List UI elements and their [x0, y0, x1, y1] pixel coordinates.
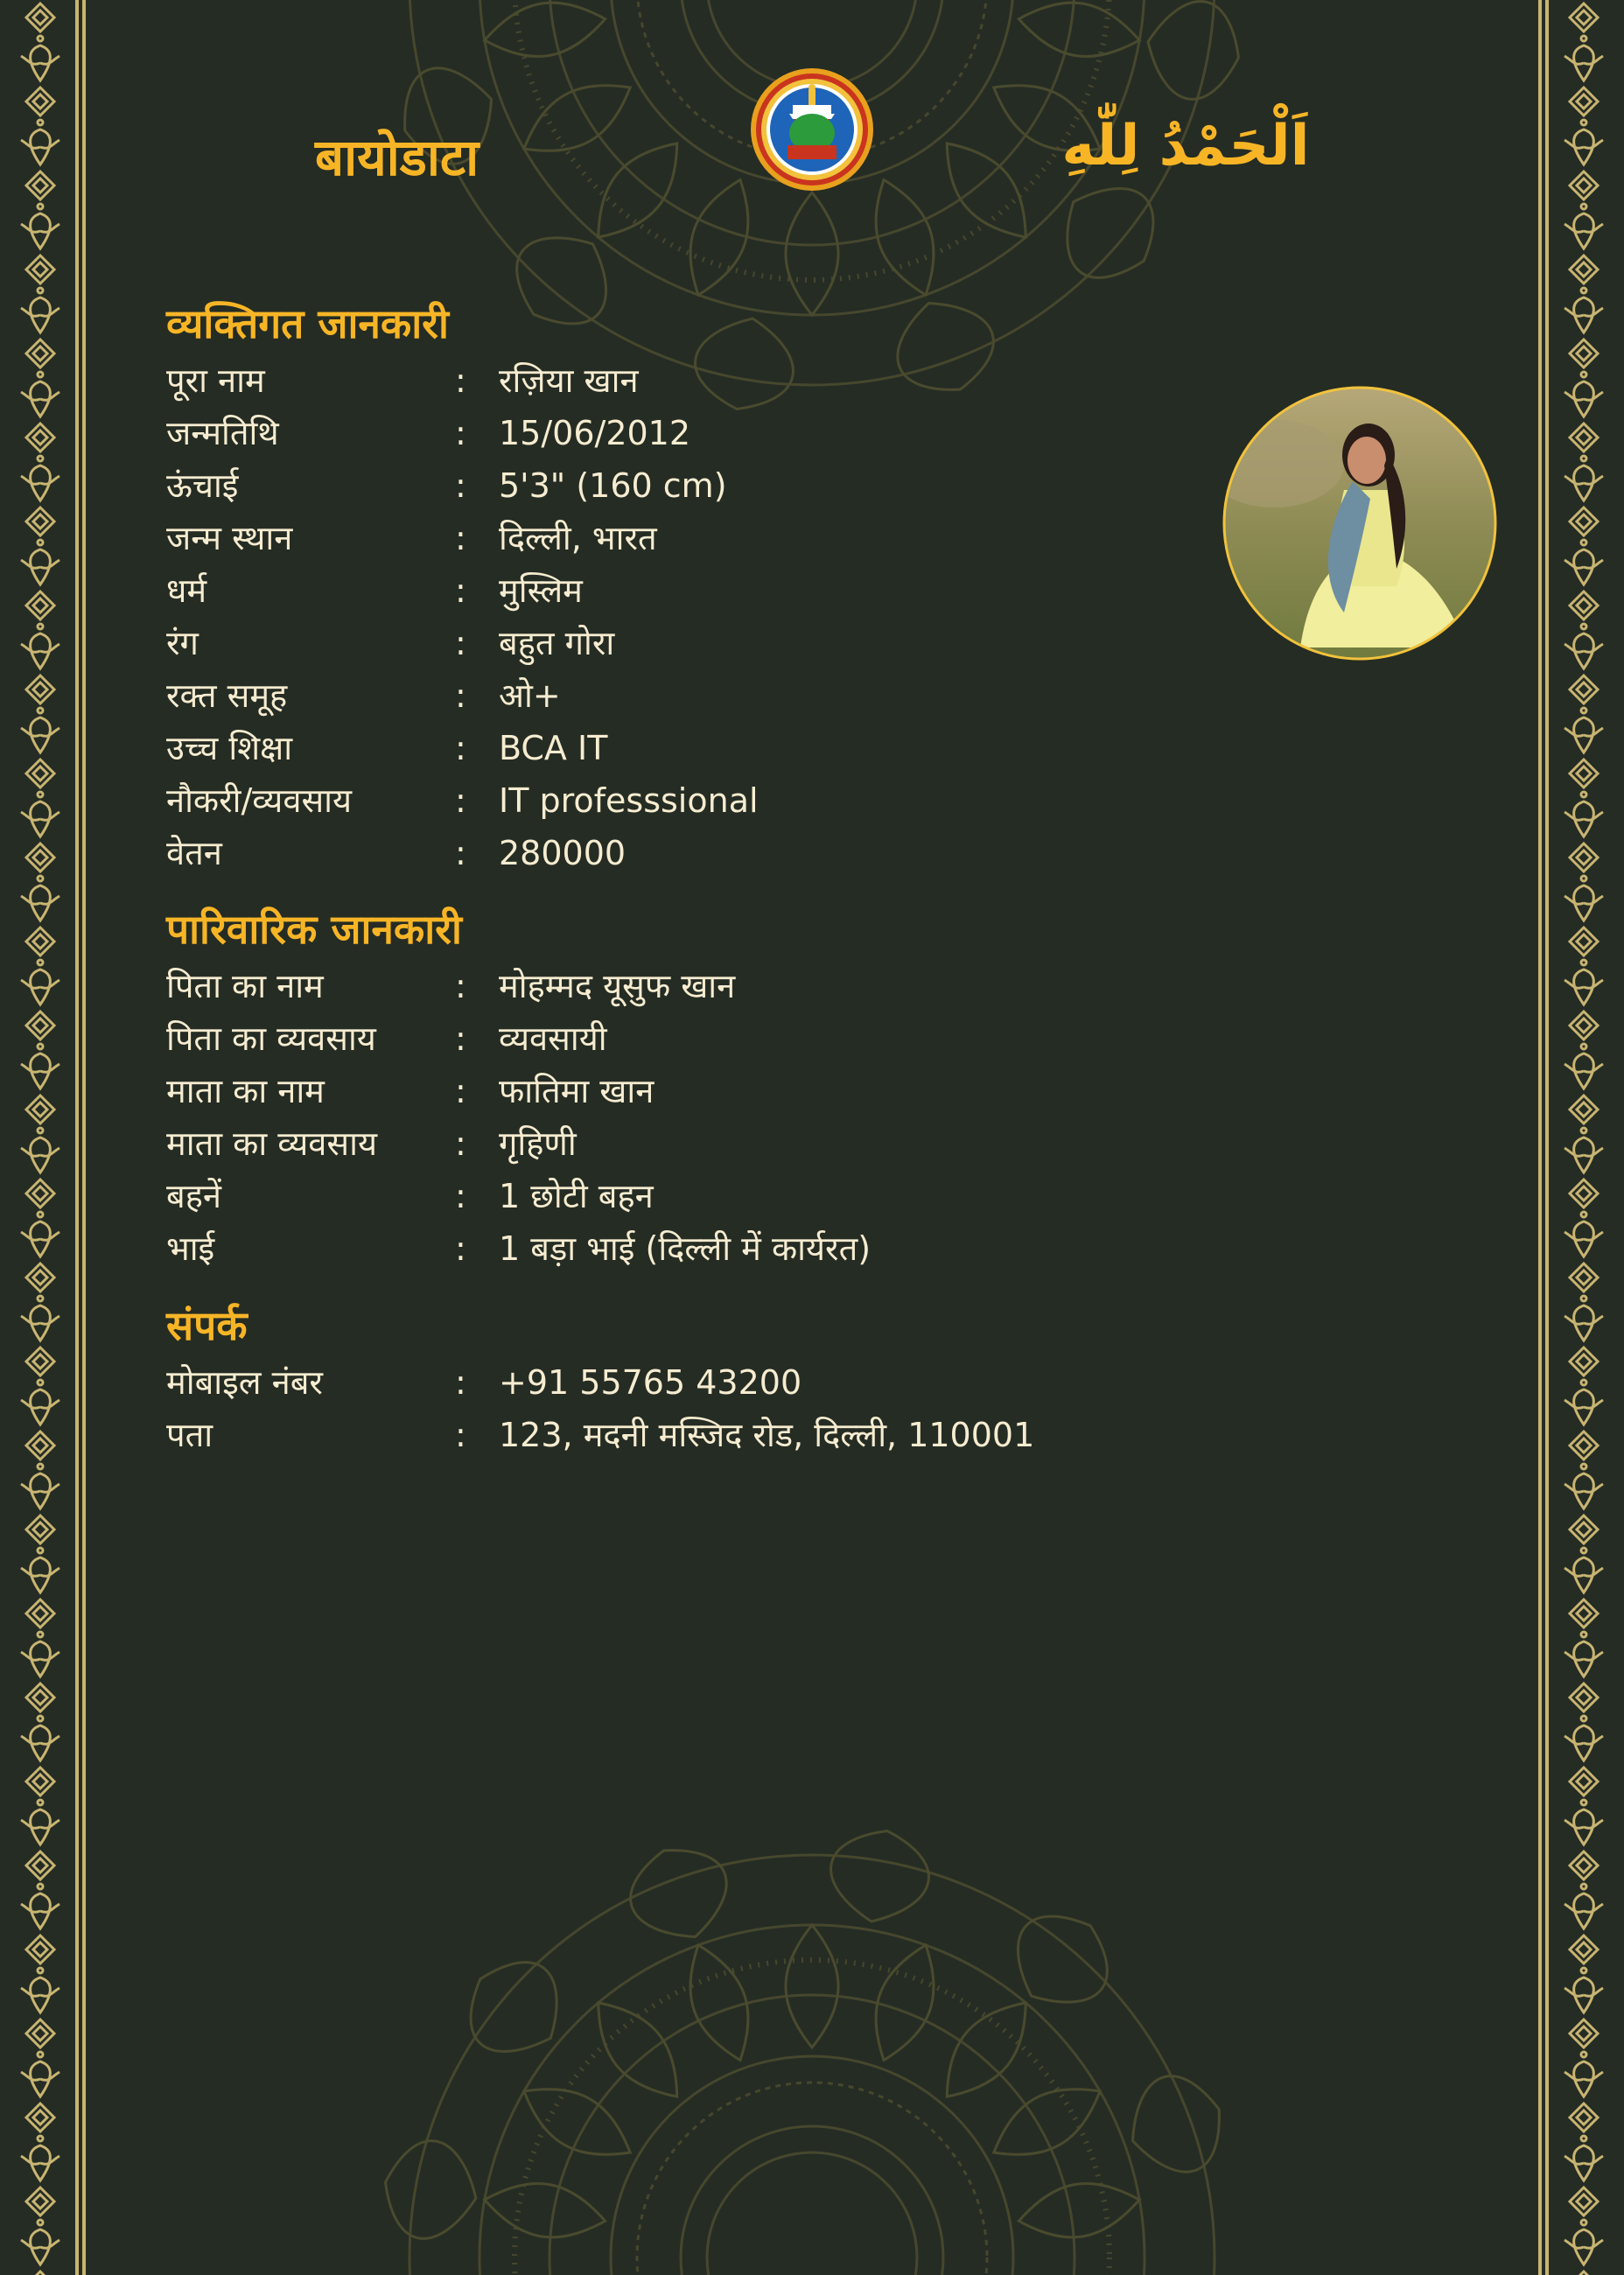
- info-row-blood-group: [166, 669, 1216, 722]
- bismillah-calligraphy: اَلْحَمْدُ لِلّٰهِ: [1061, 114, 1310, 178]
- row-separator: :: [455, 1177, 466, 1215]
- row-separator: :: [455, 676, 466, 715]
- ornamental-border-right: [1536, 0, 1624, 2275]
- row-value: 123, मदनी मस्जिद रोड, दिल्ली, 110001: [499, 1416, 1035, 1454]
- row-label: पिता का नाम: [166, 967, 324, 1005]
- family-info-section: [166, 899, 1216, 1275]
- row-label: रक्त समूह: [166, 676, 288, 715]
- row-value: 5'3" (160 cm): [499, 466, 727, 505]
- info-row-sisters: [166, 1170, 1216, 1222]
- row-label: रंग: [166, 624, 199, 662]
- row-label: उच्च शिक्षा: [166, 729, 293, 767]
- mandala-ornament-bottom: [374, 1820, 1250, 2275]
- row-label: जन्म स्थान: [166, 519, 293, 557]
- row-separator: :: [455, 967, 466, 1005]
- row-label: बहनें: [166, 1177, 221, 1215]
- info-row-education: [166, 722, 1216, 774]
- row-separator: :: [455, 1019, 466, 1058]
- row-separator: :: [455, 624, 466, 662]
- row-value: व्यवसायी: [499, 1019, 607, 1058]
- mosque-emblem-icon: [749, 66, 875, 192]
- row-label: भाई: [166, 1229, 215, 1268]
- row-label: नौकरी/व्यवसाय: [166, 781, 353, 820]
- section-title-personal: व्यक्तिगत जानकारी: [166, 300, 449, 347]
- info-row-mother-occupation: [166, 1117, 1216, 1170]
- info-row-father-name: [166, 960, 1216, 1012]
- row-value: बहुत गोरा: [499, 624, 615, 662]
- info-row-mobile: [166, 1356, 1216, 1409]
- row-value: गृहिणी: [499, 1124, 577, 1163]
- row-value: ओ+: [499, 676, 561, 715]
- row-label: पिता का व्यवसाय: [166, 1019, 376, 1058]
- row-label: माता का व्यवसाय: [166, 1124, 377, 1163]
- row-label: धर्म: [166, 571, 207, 610]
- row-separator: :: [455, 781, 466, 820]
- section-title-contact: संपर्क: [166, 1302, 248, 1349]
- info-row-salary: [166, 827, 1216, 879]
- row-separator: :: [455, 1416, 466, 1454]
- row-label: पता: [166, 1416, 214, 1454]
- row-value: रज़िया खान: [499, 361, 639, 400]
- row-value: BCA IT: [499, 729, 608, 767]
- row-label: जन्मतिथि: [166, 414, 279, 452]
- row-separator: :: [455, 834, 466, 872]
- row-separator: :: [455, 466, 466, 505]
- row-separator: :: [455, 729, 466, 767]
- row-label: ऊंचाई: [166, 466, 239, 505]
- row-separator: :: [455, 414, 466, 452]
- row-value: IT professsional: [499, 781, 759, 820]
- row-value: फातिमा खान: [499, 1072, 654, 1110]
- personal-info-section: [166, 293, 1216, 879]
- page-title: बायोडाटा: [315, 128, 480, 187]
- row-separator: :: [455, 1124, 466, 1163]
- info-row-complexion: [166, 617, 1216, 669]
- info-row-brothers: [166, 1222, 1216, 1275]
- row-separator: :: [455, 361, 466, 400]
- row-value: मुस्लिम: [499, 571, 583, 610]
- contact-info-section: [166, 1295, 1216, 1461]
- info-row-height: [166, 459, 1216, 512]
- row-separator: :: [455, 519, 466, 557]
- info-row-father-occupation: [166, 1012, 1216, 1065]
- row-separator: :: [455, 1229, 466, 1268]
- info-row-birth-date: [166, 407, 1216, 459]
- info-row-address: [166, 1409, 1216, 1461]
- row-value: 1 बड़ा भाई (दिल्ली में कार्यरत): [499, 1229, 872, 1268]
- row-label: पूरा नाम: [166, 361, 265, 400]
- info-row-birth-place: [166, 512, 1216, 564]
- row-value: 280000: [499, 834, 626, 872]
- row-value: 15/06/2012: [499, 414, 691, 452]
- row-separator: :: [455, 571, 466, 610]
- info-row-full-name: [166, 354, 1216, 407]
- row-value: मोहम्मद यूसुफ खान: [499, 967, 736, 1005]
- info-row-mother-name: [166, 1065, 1216, 1117]
- info-row-occupation: [166, 774, 1216, 827]
- row-separator: :: [455, 1363, 466, 1402]
- row-label: मोबाइल नंबर: [166, 1363, 323, 1402]
- row-label: वेतन: [166, 834, 222, 872]
- ornamental-border-left: [0, 0, 88, 2275]
- row-value: 1 छोटी बहन: [499, 1177, 654, 1215]
- row-separator: :: [455, 1072, 466, 1110]
- row-label: माता का नाम: [166, 1072, 325, 1110]
- row-value: दिल्ली, भारत: [499, 519, 657, 557]
- profile-photo: [1222, 385, 1498, 662]
- info-row-religion: [166, 564, 1216, 617]
- row-value: +91 55765 43200: [499, 1363, 802, 1402]
- section-title-family: पारिवारिक जानकारी: [166, 906, 462, 953]
